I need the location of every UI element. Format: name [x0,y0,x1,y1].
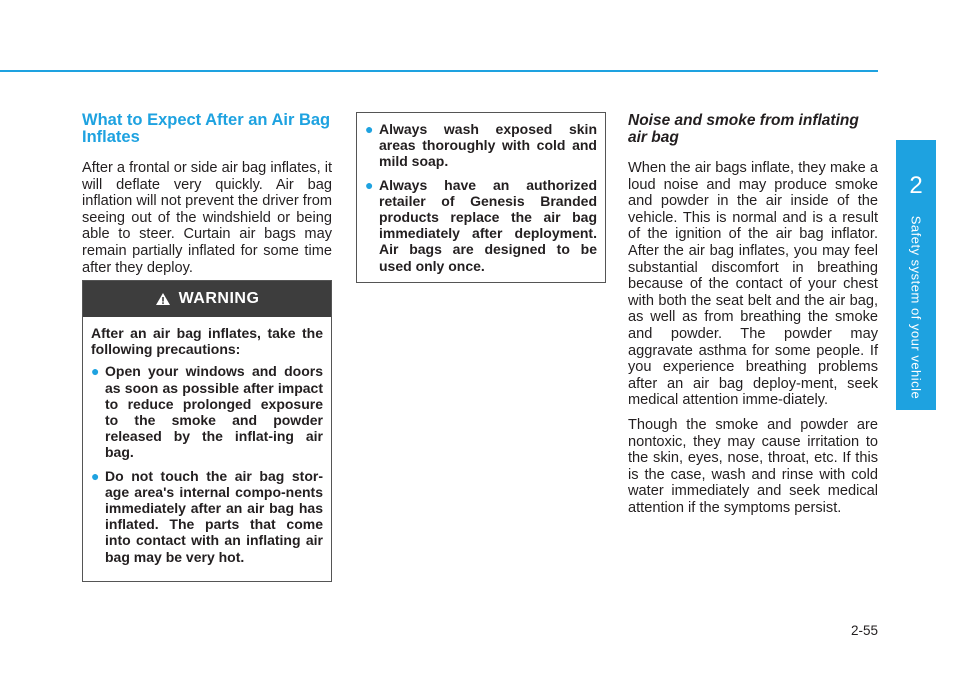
header-rule [0,70,878,72]
body-paragraph: When the air bags inflate, they make a loud noise and may produce smoke and powder in the air inside of the vehicle. This is normal and is a result of the ignition of the air bag inflator. After the air bag inflates, you may feel substantial discomfort in breathing because of the contact of your chest with both the seat belt and the air bag, as well as from breathing the smoke and powder. The powder may aggravate asthma for some people. If you experience breathing problems after an air bag deploy-ment, seek medical attention imme-diately. [628,160,878,409]
warning-triangle-icon [155,292,171,306]
section-heading: Noise and smoke from inflating air bag [628,112,859,146]
warning-header [83,281,331,317]
section-heading: What to Expect After an Air Bag Inflates [82,111,331,146]
warning-item: ● Open your windows and doors as soon as possible after impact to reduce prolonged exposure to the smoke and powder released by the inflat-ing air bag. [91,363,323,461]
warning-continued-list [365,121,597,274]
warning-list [91,363,323,564]
page-number: 2-55 [850,623,878,638]
warning-continued-box [356,112,606,283]
warning-body [83,317,331,565]
chapter-tab [896,140,936,410]
bullet-icon: ● [91,363,100,380]
chapter-number: 2 [909,172,923,199]
warning-box [82,280,332,582]
right-column [628,112,878,524]
body-paragraph: After a frontal or side air bag inflates, it will deflate very quickly. Air bag inflation will not prevent the driver from seeing out of the windshield or being able to steer. Curtain air bags may remain partially inflated for some time after they deploy. [82,160,332,276]
warning-item: ● Always have an authorized retailer of Genesis Branded products replace the air bag immediately after deployment. Air bags are designed to be used only once. [365,176,597,274]
warning-title: WARNING [178,290,260,307]
warning-item: ● Always wash exposed skin areas thoroughly with cold and mild soap. [365,121,597,170]
bullet-icon: ● [365,176,374,193]
warning-intro: After an air bag inflates, take the following precautions: [91,325,323,358]
bullet-icon: ● [365,121,374,137]
warning-item: ● Do not touch the air bag stor-age area's internal compo-nents immediately after an air bag has inflated. The parts that come into contact with an inflating air bag may be very hot. [91,467,323,565]
left-column [82,112,332,284]
chapter-title: Safety system of your vehicle [908,215,924,399]
body-paragraph: Though the smoke and powder are nontoxic, they may cause irritation to the skin, eyes, nose, throat, etc. If this is the case, wash and rinse with cold water immediately and seek medical attention if the symptoms persist. [628,416,878,516]
bullet-icon: ● [91,467,100,484]
chapter-title-wrap [900,212,932,402]
